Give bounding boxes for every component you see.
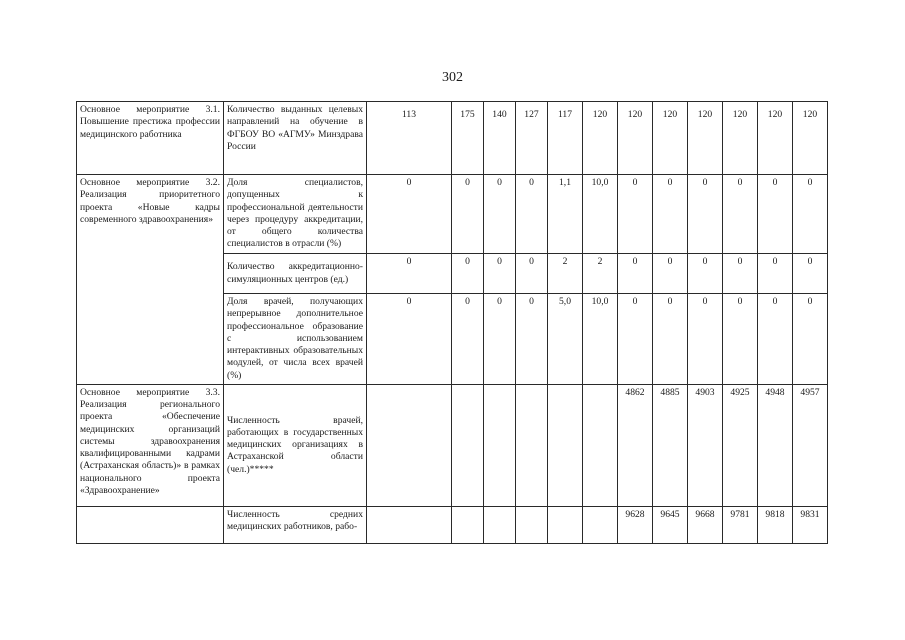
value-cell: 0 <box>723 175 758 254</box>
value-cell: 120 <box>793 102 828 175</box>
value-cell: 120 <box>688 102 723 175</box>
value-cell: 0 <box>367 254 452 294</box>
value-cell: 0 <box>793 254 828 294</box>
value-cell: 0 <box>516 294 548 385</box>
value-cell: 0 <box>723 294 758 385</box>
table-row <box>77 175 828 254</box>
value-cell: 0 <box>688 175 723 254</box>
value-cell: 0 <box>758 254 793 294</box>
value-cell: 0 <box>484 294 516 385</box>
value-cell: 0 <box>516 254 548 294</box>
value-cell: 0 <box>367 294 452 385</box>
value-cell: 0 <box>688 254 723 294</box>
value-cell <box>452 384 484 506</box>
value-cell: 0 <box>793 294 828 385</box>
value-cell: 0 <box>793 175 828 254</box>
indicator-cell: Доля врачей, получающих непрерывное дополнительное профессиональное образование с использованием интерактивных образовательных модулей, от числа всех врачей (%) <box>224 294 367 385</box>
value-cell: 4948 <box>758 384 793 506</box>
value-cell <box>583 384 618 506</box>
value-cell: 113 <box>367 102 452 175</box>
value-cell: 10,0 <box>583 294 618 385</box>
value-cell: 0 <box>484 254 516 294</box>
value-cell: 127 <box>516 102 548 175</box>
value-cell: 0 <box>653 254 688 294</box>
value-cell: 9628 <box>618 506 653 543</box>
value-cell <box>516 384 548 506</box>
table-row <box>77 384 828 506</box>
value-cell: 0 <box>688 294 723 385</box>
value-cell: 120 <box>653 102 688 175</box>
value-cell <box>484 506 516 543</box>
event-cell <box>77 506 224 543</box>
value-cell: 0 <box>452 175 484 254</box>
indicator-cell: Численность средних медицинских работников, рабо- <box>224 506 367 543</box>
value-cell: 1,1 <box>548 175 583 254</box>
value-cell: 5,0 <box>548 294 583 385</box>
value-cell: 4957 <box>793 384 828 506</box>
value-cell: 0 <box>653 175 688 254</box>
value-cell: 2 <box>583 254 618 294</box>
value-cell: 0 <box>618 294 653 385</box>
value-cell: 9831 <box>793 506 828 543</box>
indicators-table <box>76 101 828 544</box>
table-row <box>77 102 828 175</box>
value-cell: 9781 <box>723 506 758 543</box>
event-cell: Основное мероприятие 3.1. Повышение престижа профессии медицинского работника <box>77 102 224 175</box>
value-cell: 120 <box>618 102 653 175</box>
value-cell: 4925 <box>723 384 758 506</box>
value-cell: 2 <box>548 254 583 294</box>
value-cell: 9818 <box>758 506 793 543</box>
value-cell: 4862 <box>618 384 653 506</box>
value-cell: 0 <box>452 294 484 385</box>
value-cell: 120 <box>723 102 758 175</box>
indicator-cell: Численность врачей, работающих в государственных медицинских организациях в Астраханской области (чел.)***** <box>224 384 367 506</box>
value-cell: 117 <box>548 102 583 175</box>
value-cell: 0 <box>484 175 516 254</box>
value-cell <box>367 384 452 506</box>
value-cell <box>516 506 548 543</box>
value-cell: 0 <box>452 254 484 294</box>
value-cell <box>548 506 583 543</box>
value-cell: 0 <box>618 175 653 254</box>
value-cell: 0 <box>723 254 758 294</box>
value-cell: 120 <box>583 102 618 175</box>
event-cell: Основное мероприятие 3.2. Реализация приоритетного проекта «Новые кадры современного здравоохранения» <box>77 175 224 385</box>
value-cell: 0 <box>618 254 653 294</box>
value-cell: 175 <box>452 102 484 175</box>
value-cell <box>367 506 452 543</box>
value-cell <box>548 384 583 506</box>
indicator-cell: Количество выданных целевых направлений на обучение в ФГБОУ ВО «АГМУ» Минздрава России <box>224 102 367 175</box>
value-cell <box>583 506 618 543</box>
value-cell: 120 <box>758 102 793 175</box>
value-cell: 10,0 <box>583 175 618 254</box>
page-number: 302 <box>442 70 463 85</box>
value-cell <box>484 384 516 506</box>
value-cell <box>452 506 484 543</box>
value-cell: 0 <box>758 175 793 254</box>
event-cell: Основное мероприятие 3.3. Реализация регионального проекта «Обеспечение медицинских организаций системы здравоохранения квалифицированными кадрами (Астраханская область)» в рамках национального проекта «Здравоохранение» <box>77 384 224 506</box>
value-cell: 9645 <box>653 506 688 543</box>
table-row <box>77 506 828 543</box>
value-cell: 4903 <box>688 384 723 506</box>
value-cell: 0 <box>653 294 688 385</box>
value-cell: 4885 <box>653 384 688 506</box>
value-cell: 0 <box>367 175 452 254</box>
value-cell: 140 <box>484 102 516 175</box>
value-cell: 0 <box>516 175 548 254</box>
value-cell: 9668 <box>688 506 723 543</box>
indicator-cell: Доля специалистов, допущенных к профессиональной деятельности через процедуру аккредитации, от общего количества специалистов в отрасли (%) <box>224 175 367 254</box>
value-cell: 0 <box>758 294 793 385</box>
indicator-cell: Количество аккредитационно-симуляционных центров (ед.) <box>224 254 367 294</box>
